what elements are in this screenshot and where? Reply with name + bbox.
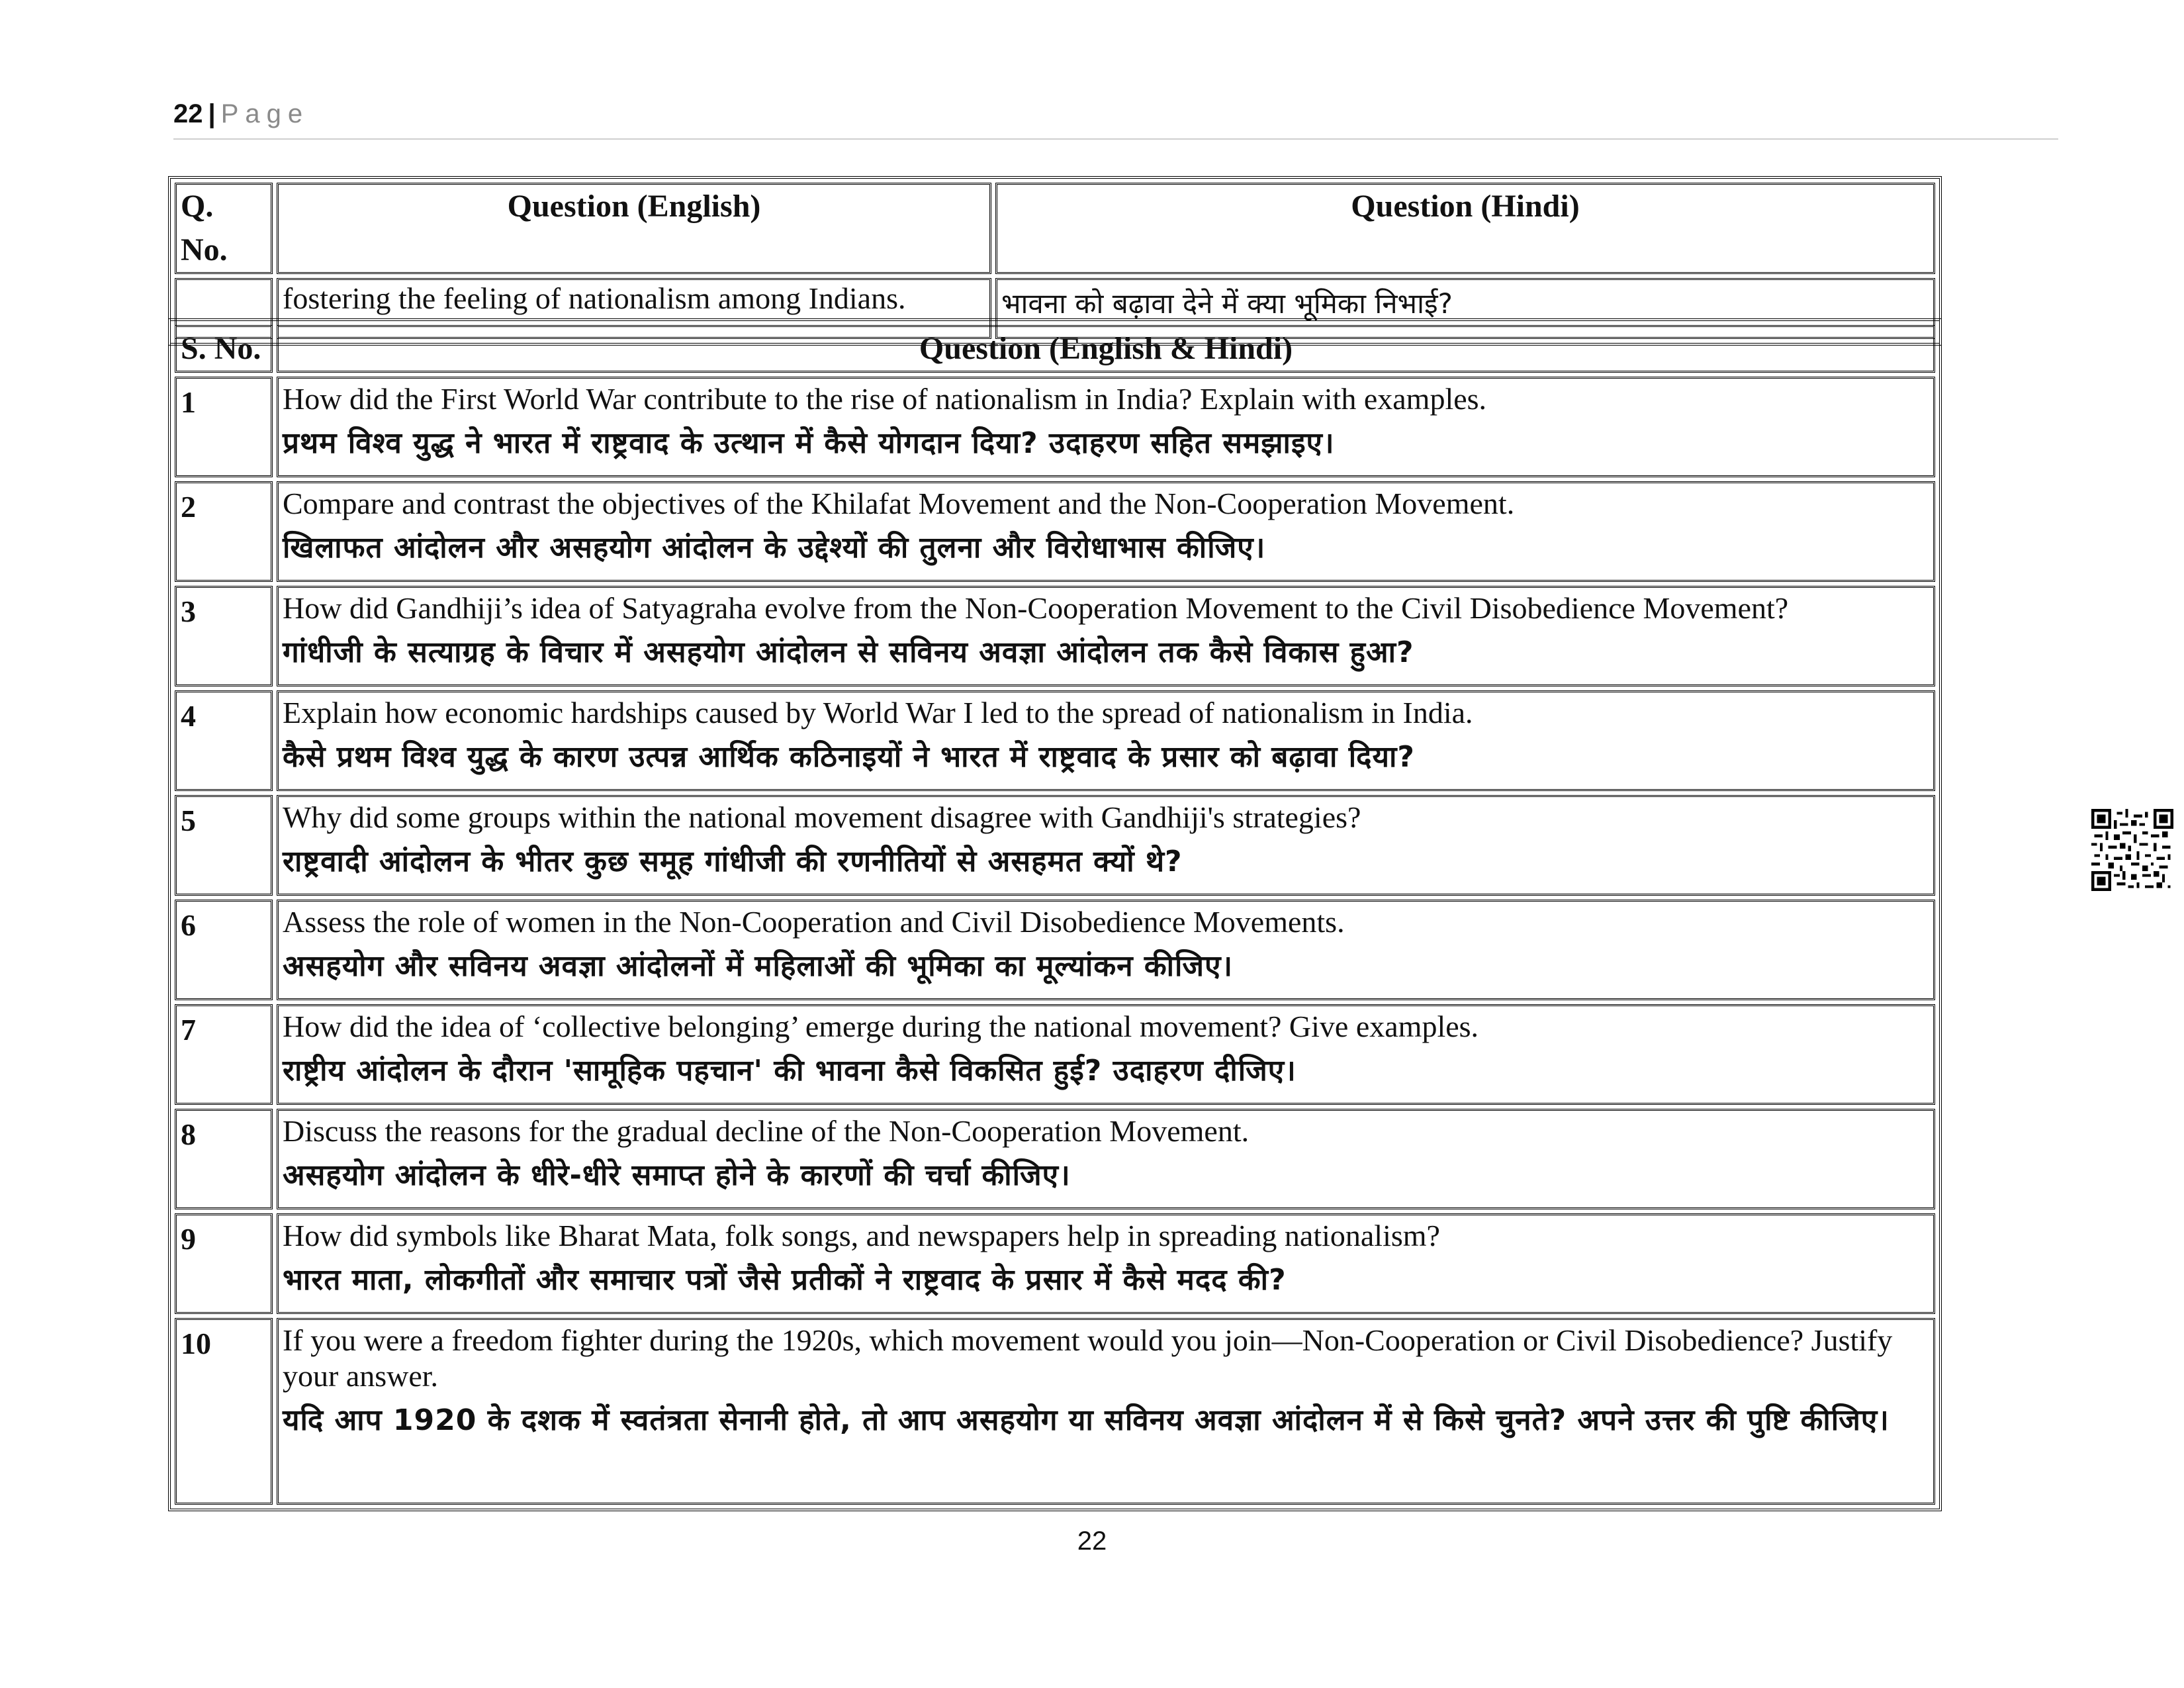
page-header xyxy=(173,99,309,129)
table-row xyxy=(175,481,1935,582)
table-header-row xyxy=(175,325,1935,373)
question-hindi: गांधीजी के सत्याग्रह के विचार में असहयोग आंदोलन से सविनय अवज्ञा आंदोलन तक कैसे विकास हुआ? xyxy=(283,635,1414,669)
header-page-number: 22 xyxy=(173,99,203,128)
hindi-header: Question (Hindi) xyxy=(995,183,1935,274)
sno-cell: 7 xyxy=(175,1004,273,1105)
table-row xyxy=(175,1318,1935,1505)
question-english: Compare and contrast the objectives of the Khilafat Movement and the Non-Cooperation Movement. xyxy=(283,487,1515,520)
table-row xyxy=(175,377,1935,477)
question-hindi: कैसे प्रथम विश्व युद्ध के कारण उत्पन्न आर्थिक कठिनाइयों ने भारत में राष्ट्रवाद के प्रसार को बढ़ावा दिया? xyxy=(283,740,1415,774)
table-row xyxy=(175,1109,1935,1209)
footer-page-number: 22 xyxy=(1077,1526,1107,1556)
sno-cell: 4 xyxy=(175,690,273,791)
table-row xyxy=(175,795,1935,896)
table-row xyxy=(175,1213,1935,1314)
question-english: Why did some groups within the national movement disagree with Gandhiji's strategies? xyxy=(283,800,1361,834)
table-row xyxy=(175,900,1935,1000)
sno-cell: 8 xyxy=(175,1109,273,1209)
question-list-table xyxy=(168,318,1942,1511)
question-hindi: असहयोग और सविनय अवज्ञा आंदोलनों में महिलाओं की भूमिका का मूल्यांकन कीजिए। xyxy=(283,949,1234,983)
hindi-cell: भावना को बढ़ावा देने में क्या भूमिका निभाई? xyxy=(995,278,1935,339)
table-header-row xyxy=(175,183,1935,274)
question-hindi: भारत माता, लोकगीतों और समाचार पत्रों जैसे प्रतीकों ने राष्ट्रवाद के प्रसार में कैसे मदद की? xyxy=(283,1263,1287,1297)
question-hindi: राष्ट्रीय आंदोलन के दौरान 'सामूहिक पहचान' की भावना कैसे विकसित हुई? उदाहरण दीजिए। xyxy=(283,1054,1297,1088)
header-page-word: Page xyxy=(220,99,310,128)
question-cell xyxy=(277,690,1935,791)
header-separator: | xyxy=(208,99,216,128)
header-divider xyxy=(173,138,2058,140)
table-row xyxy=(175,690,1935,791)
question-cell xyxy=(277,586,1935,686)
question-header: Question (English & Hindi) xyxy=(277,325,1935,373)
sno-cell: 3 xyxy=(175,586,273,686)
question-english: Discuss the reasons for the gradual decline of the Non-Cooperation Movement. xyxy=(283,1114,1250,1148)
english-header: Question (English) xyxy=(277,183,991,274)
sno-cell: 9 xyxy=(175,1213,273,1314)
question-cell xyxy=(277,1318,1935,1505)
question-hindi: खिलाफत आंदोलन और असहयोग आंदोलन के उद्देश्यों की तुलना और विरोधाभास कीजिए। xyxy=(283,531,1266,565)
question-cell xyxy=(277,1004,1935,1105)
question-cell xyxy=(277,1213,1935,1314)
sno-cell: 5 xyxy=(175,795,273,896)
table-row xyxy=(175,586,1935,686)
question-cell xyxy=(277,900,1935,1000)
table-row xyxy=(175,1004,1935,1105)
sno-cell: 2 xyxy=(175,481,273,582)
question-cell xyxy=(277,1109,1935,1209)
question-cell xyxy=(277,481,1935,582)
question-english: How did Gandhiji’s idea of Satyagraha evolve from the Non-Cooperation Movement to the Civil Disobedience Movement? xyxy=(283,591,1789,625)
qno-header: Q. No. xyxy=(175,183,273,274)
english-cell: fostering the feeling of nationalism among Indians. xyxy=(277,278,991,339)
question-english: Explain how economic hardships caused by World War I led to the spread of nationalism in India. xyxy=(283,696,1473,729)
qr-code-icon xyxy=(2091,809,2173,891)
sno-cell: 6 xyxy=(175,900,273,1000)
sno-cell: 1 xyxy=(175,377,273,477)
question-english: If you were a freedom fighter during the 1920s, which movement would you join—Non-Cooperation or Civil Disobedience? Justify your answer. xyxy=(283,1323,1893,1393)
question-english: How did the First World War contribute to the rise of nationalism in India? Explain with examples. xyxy=(283,382,1487,416)
question-english: How did the idea of ‘collective belonging’ emerge during the national movement? Give examples. xyxy=(283,1009,1479,1043)
sno-cell: 10 xyxy=(175,1318,273,1505)
question-hindi: प्रथम विश्व युद्ध ने भारत में राष्ट्रवाद के उत्थान में कैसे योगदान दिया? उदाहरण सहित समझाइए। xyxy=(283,426,1335,460)
question-hindi: यदि आप 1920 के दशक में स्वतंत्रता सेनानी होते, तो आप असहयोग या सविनय अवज्ञा आंदोलन में से किसे चुनते? अपने उत्तर की पुष्टि कीजिए। xyxy=(283,1403,1889,1437)
question-hindi: असहयोग आंदोलन के धीरे-धीरे समाप्त होने के कारणों की चर्चा कीजिए। xyxy=(283,1158,1071,1192)
sno-header: S. No. xyxy=(175,325,273,373)
question-cell xyxy=(277,377,1935,477)
question-english: How did symbols like Bharat Mata, folk songs, and newspapers help in spreading nationalism? xyxy=(283,1219,1440,1252)
question-english: Assess the role of women in the Non-Cooperation and Civil Disobedience Movements. xyxy=(283,905,1345,939)
question-hindi: राष्ट्रवादी आंदोलन के भीतर कुछ समूह गांधीजी की रणनीतियों से असहमत क्यों थे? xyxy=(283,845,1183,878)
question-cell xyxy=(277,795,1935,896)
